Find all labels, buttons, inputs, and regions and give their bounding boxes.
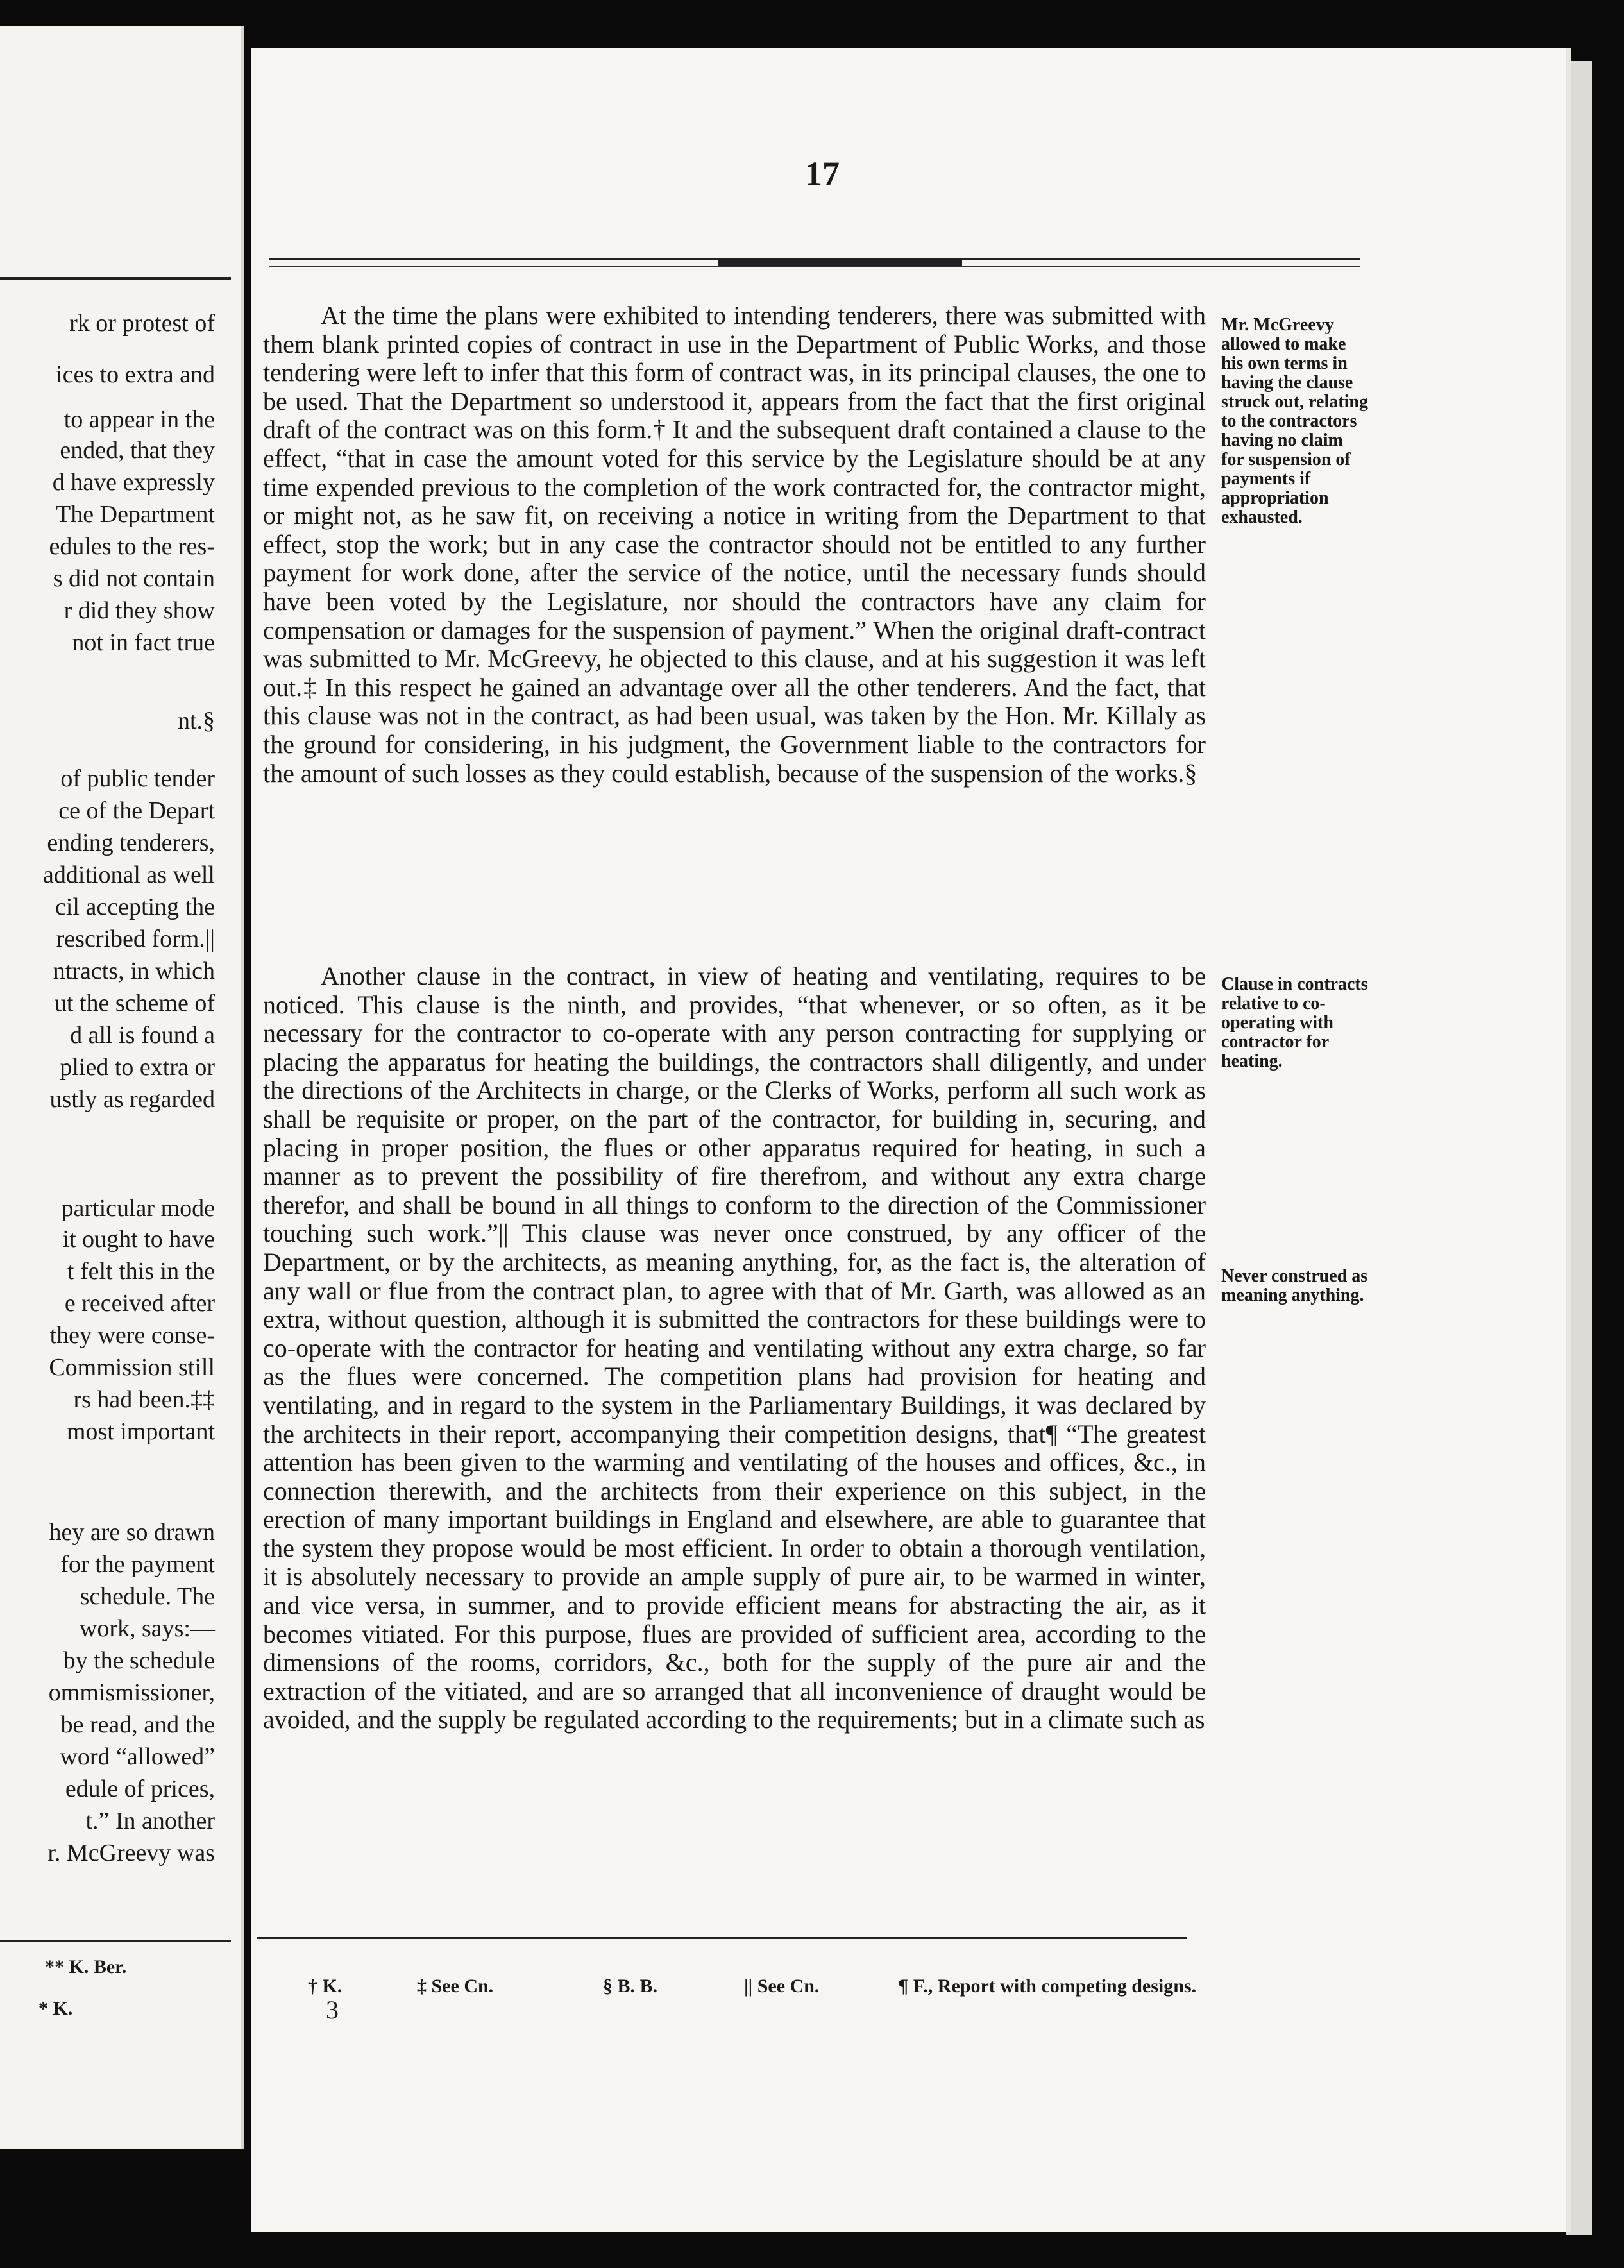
left-page-line: edules to the res- xyxy=(49,533,215,560)
footnote: ¶ F., Report with competing designs. xyxy=(898,1976,1197,1997)
left-page-line: s did not contain xyxy=(53,565,215,592)
margin-note: Never construed as meaning anything. xyxy=(1221,1266,1368,1305)
left-page-line: most important xyxy=(66,1418,215,1445)
left-page-line: hey are so drawn xyxy=(49,1519,215,1546)
left-page-line: d all is found a xyxy=(70,1022,215,1049)
left-page-line: e received after xyxy=(64,1290,215,1317)
page-number: 17 xyxy=(805,155,840,193)
paragraph-block-1 xyxy=(263,301,1206,788)
left-footer-rule xyxy=(0,1940,231,1942)
signature-mark: 3 xyxy=(326,1995,339,2024)
left-page-line: for the payment xyxy=(60,1551,215,1578)
left-page-line: edule of prices, xyxy=(65,1775,215,1802)
left-page-line: nt.§ xyxy=(177,707,215,734)
left-page-line: be read, and the xyxy=(60,1711,215,1738)
left-page-line: Commission still xyxy=(49,1354,215,1381)
left-page-line: it ought to have xyxy=(62,1226,215,1253)
footnote-rule xyxy=(257,1937,1187,1939)
left-page-line: plied to extra or xyxy=(60,1054,215,1081)
paragraph-block-2 xyxy=(263,962,1206,1734)
page-edge xyxy=(1566,61,1592,2235)
left-page-line: rescribed form.|| xyxy=(56,926,215,952)
paragraph: Another clause in the contract, in view of heating and ventilating, requires to be noticed. This clause is the ninth, and provides, “that whenever, or so often, as it be necessary for the contractor to co-operate with any person contracting for supplying or placing the apparatus for heating the buildings, the contractors shall diligently, and under the directions of the Architects in charge, or the Clerks of Works, perform all such work as shall be requisite or proper, on the part of the contractor, for building in, securing, and placing in proper position, the flues or other apparatus required for heating, in such a manner as to prevent the possibility of fire therefrom, and without any extra charge therefor, and shall be bound in all things to conform to the direction of the Commissioner touching such work.”|| This clause was never once construed, by any officer of the Department, or by the architects, as meaning anything, for, as the fact is, the alteration of any wall or flue from the contract plan, to agree with that of Mr. Garth, was allowed as an extra, without question, although it is submitted the contractors for these buildings were to co-operate with the contractor for heating and ventilating without any extra charge, so far as the flues were concerned. The competition plans had provision for heating and ventilating, and in regard to the system in the Parliamentary Buildings, it was declared by the architects in their report, accompanying their competition designs, that¶ “The greatest attention has been given to the warming and ventilating of the houses and offices, &c., in connection therewith, and the architects from their experience on this subject, in the erection of many important buildings in England and elsewhere, are able to guarantee that the system they propose would be most efficient. In order to obtain a thorough ventilation, it is absolutely necessary to provide an ample supply of pure air, to be warmed in winter, and vice versa, in summer, and to provide efficient means for abstracting the air, as it becomes vitiated. For this purpose, flues are provided of sufficient area, according to the dimensions of the rooms, corridors, &c., both for the supply of the pure air and the extraction of the vitiated, and are so arranged that all inconvenience of draught would be avoided, and the supply be regulated according to the requirements; but in a climate such as xyxy=(263,961,1206,1734)
left-page-line: ut the scheme of xyxy=(54,990,215,1017)
footnote: § B. B. xyxy=(603,1976,658,1997)
left-page-line: to appear in the xyxy=(63,406,215,433)
left-page-line: t felt this in the xyxy=(67,1258,215,1285)
header-rule-lower xyxy=(269,266,1360,267)
paragraph: At the time the plans were exhibited to intending tenderers, there was submitted with them blank printed copies of contract in use in the Department of Public Works, and those tendering were left to infer that this form of contract was, in its principal clauses, the one to be used. That the Department so understood it, appears from the fact that the first original draft of the contract was on this form.† It and the subsequent draft contained a clause to the effect, “that in case the amount voted for this service by the Legislature should be at any time expended previous to the completion of the work contracted for, the contractor might, or might not, as he saw fit, on receiving a notice in writing from the Department to that effect, stop the work; but in any case the contractor should not be entitled to any further payment for work done, after the service of the notice, until the necessary funds should have been voted by the Legislature, nor should the contractors have any claim for compensation or damages for the suspension of payment.” When the original draft-contract was submitted to Mr. McGreevy, he objected to this clause, and at his suggestion it was left out.‡ In this respect he gained an advantage over all the other tenderers. And the fact, that this clause was not in the contract, as had been usual, was taken by the Hon. Mr. Killaly as the ground for considering, in his judgment, the Government liable to the contractors for the amount of such losses as they could establish, because of the suspension of the works.§ xyxy=(263,301,1206,788)
left-page-line: by the schedule xyxy=(63,1647,215,1674)
left-page-line: they were conse- xyxy=(49,1322,215,1349)
left-footnote: * K. xyxy=(38,1998,73,2019)
left-page-line: ices to extra and xyxy=(56,361,215,388)
left-page-line: ended, that they xyxy=(60,437,215,464)
footnote: || See Cn. xyxy=(744,1976,820,1997)
left-page-line: additional as well xyxy=(42,861,215,888)
left-page-line: work, says:— xyxy=(79,1615,215,1642)
left-page-line: ntracts, in which xyxy=(53,958,215,985)
left-page-line: t.” In another xyxy=(85,1807,215,1834)
left-page-line: particular mode xyxy=(61,1195,215,1222)
footnote: † K. xyxy=(308,1976,343,1997)
left-page-line: r did they show xyxy=(63,597,215,624)
left-page-line: schedule. The xyxy=(80,1583,215,1610)
left-page-line: not in fact true xyxy=(72,629,215,656)
left-page-line: The Department xyxy=(56,501,215,528)
left-page-line: of public tender xyxy=(60,765,215,792)
left-page-line: ending tenderers, xyxy=(47,829,215,856)
left-page-line: word “allowed” xyxy=(60,1743,215,1770)
left-page-line: r. McGreevy was xyxy=(47,1840,215,1866)
left-page-line: ommismissioner, xyxy=(48,1679,215,1706)
left-page-line: cil accepting the xyxy=(55,893,215,920)
left-page-line: rs had been.‡‡ xyxy=(73,1386,215,1413)
left-page-line: ustly as regarded xyxy=(49,1086,215,1113)
footnote: ‡ See Cn. xyxy=(417,1976,494,1997)
left-header-rule xyxy=(0,277,231,280)
margin-note: Clause in contracts relative to co-operating with contractor for heating. xyxy=(1221,974,1368,1071)
left-page-line: rk or protest of xyxy=(69,310,215,337)
left-footnote: ** K. Ber. xyxy=(45,1956,127,1977)
previous-page-fragment xyxy=(0,26,244,2149)
left-page-line: d have expressly xyxy=(52,469,215,496)
left-page-line: ce of the Depart xyxy=(58,797,215,824)
margin-note: Mr. McGreevy allowed to make his own terms in having the clause struck out, relating to the contractors having no claim for suspension of payments if appropriation exhausted. xyxy=(1221,315,1368,527)
